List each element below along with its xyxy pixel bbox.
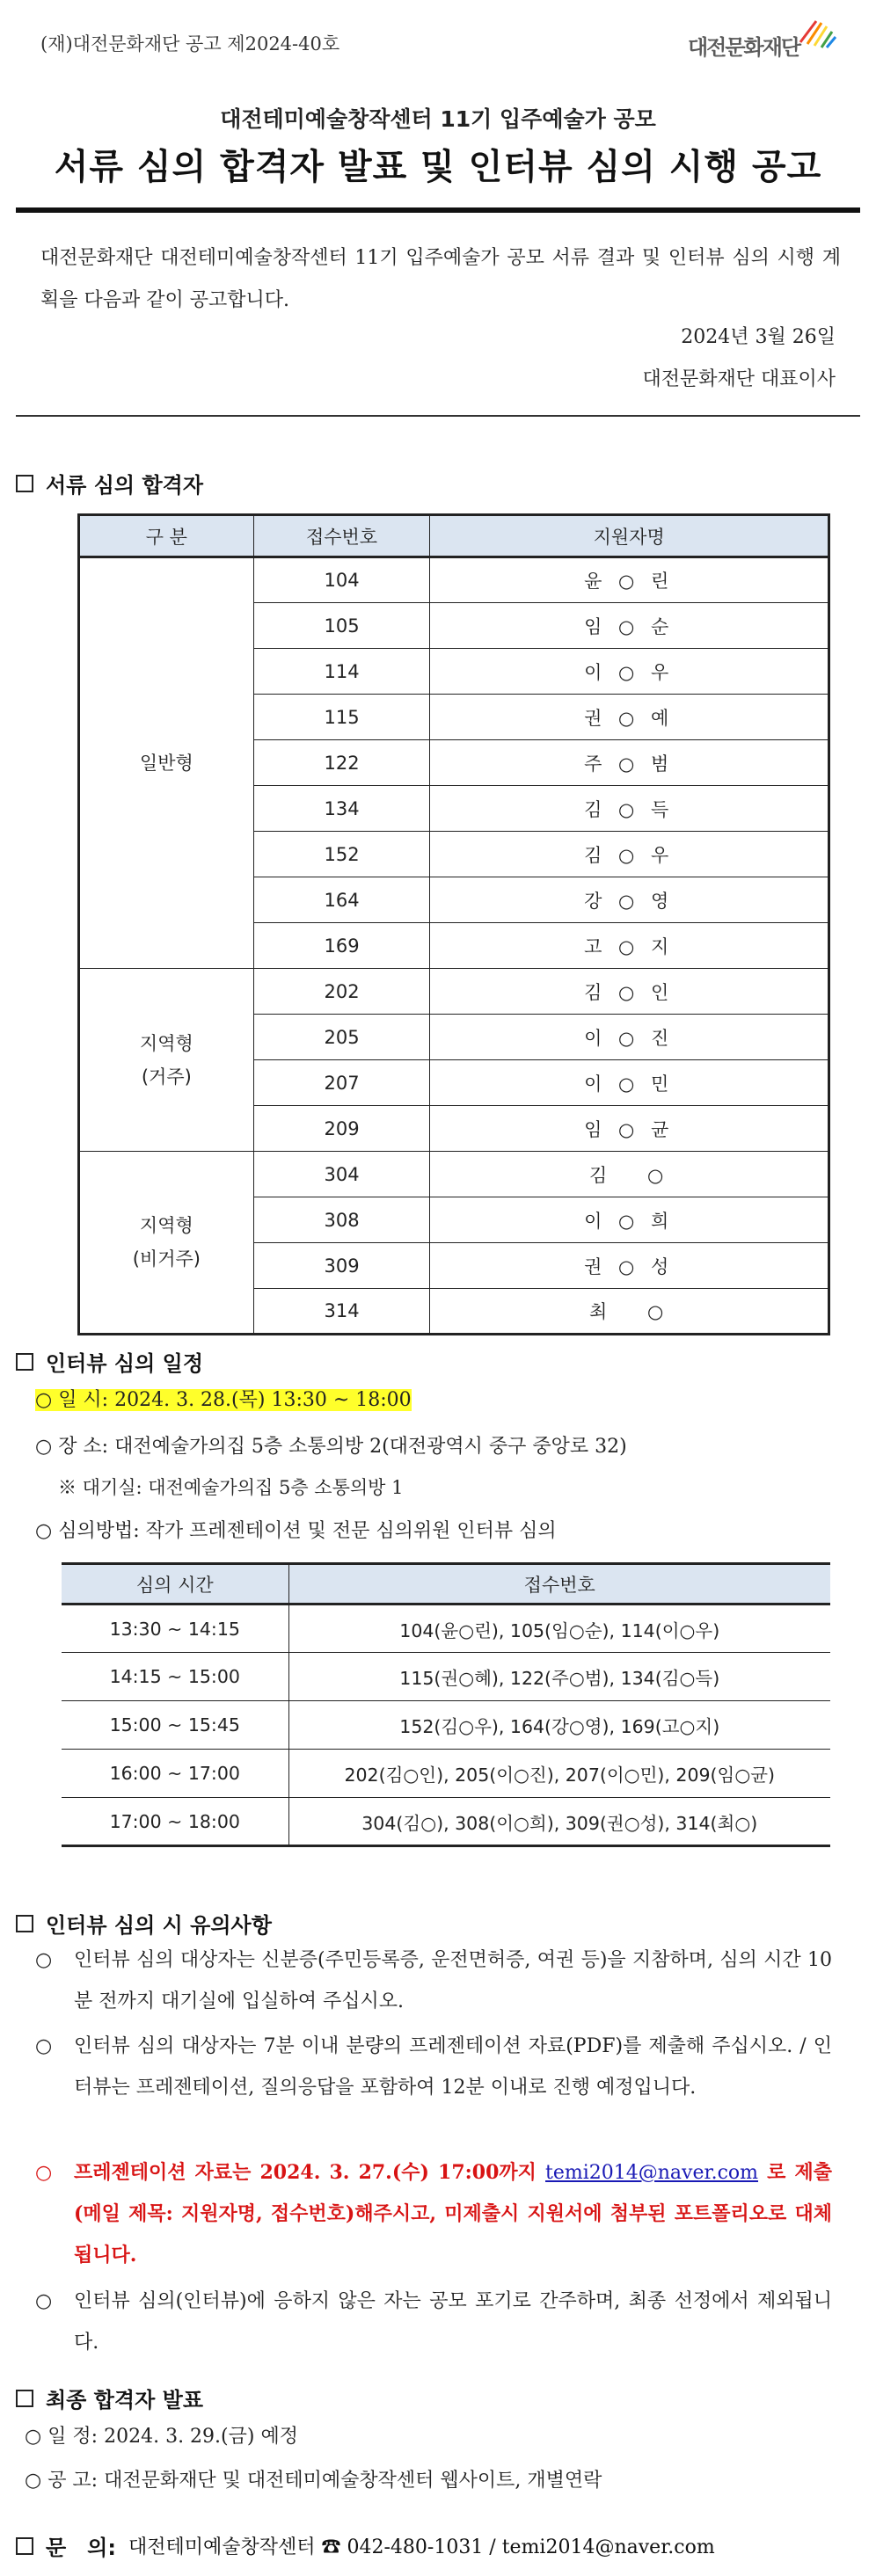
applicant-name: 이 ○ 희 [430,1197,829,1243]
table-row [79,1152,829,1197]
slot-applicants: 202(김○인), 205(이○진), 207(이○민), 209(임○균) [288,1750,830,1798]
contact-text: 대전테미예술창작센터 ☎ 042-480-1031 / temi2014@naver.com [128,2536,715,2558]
note-text: 인터뷰 심의 대상자는 신분증(주민등록증, 운전면허증, 여권 등)을 지참하며, 심의 시간 10분 전까지 대기실에 입실하여 주십시오. [74,1949,832,2012]
checkbox-square-icon [16,1353,33,1371]
note-presentation [35,2026,832,2108]
table-row [62,1701,830,1750]
receipt-no: 134 [253,786,430,832]
note-submission [35,2152,832,2276]
note-text: 인터뷰 심의(인터뷰)에 응하지 않은 자는 공모 포기로 간주하며, 최종 선정에서 제외됩니다. [74,2290,832,2354]
final-date-line: ○ 일 정: 2024. 3. 29.(금) 예정 [25,2426,298,2448]
place-line: ○ 장 소: 대전예술가의집 5층 소통의방 2(대전광역시 중구 중앙로 32) [35,1436,627,1458]
table-header-row [62,1564,830,1605]
col-applicant: 지원자명 [430,515,829,557]
slot-applicants: 304(김○), 308(이○희), 309(권○성), 314(최○) [288,1798,830,1846]
receipt-no: 205 [253,1015,430,1060]
receipt-no: 114 [253,649,430,695]
applicant-name: 이 ○ 민 [430,1060,829,1106]
intro-rule [16,415,860,417]
section-heading-interview-notes [16,1908,272,1939]
section-heading-document-review [16,468,203,498]
receipt-no: 169 [253,923,430,969]
receipt-no: 164 [253,877,430,923]
table-row [62,1605,830,1653]
bullet-circle-icon: ○ [35,1949,53,1971]
title-rule [16,207,860,213]
schedule-text: ○ 일 시: 2024. 3. 28.(목) 13:30 ~ 18:00 [35,1389,412,1411]
email-link[interactable]: temi2014@naver.com [545,2162,759,2184]
checkbox-square-icon [16,1915,33,1932]
applicant-name: 이 ○ 우 [430,649,829,695]
time-slot: 17:00 ~ 18:00 [62,1798,288,1846]
waiting-room-line: ※ 대기실: 대전예술가의집 5층 소통의방 1 [58,1477,404,1498]
schedule-line [35,1385,412,1412]
document-review-table [77,513,830,1335]
section-heading-final-announcement [16,2383,203,2413]
page-title: 서류 심의 합격자 발표 및 인터뷰 심의 시행 공고 [54,147,822,187]
time-slot: 13:30 ~ 14:15 [62,1605,288,1653]
checkbox-square-icon [16,2537,33,2555]
applicant-name: 김 ○ 우 [430,832,829,877]
table-row [79,969,829,1015]
group-regional-nonresident: 지역형 (비거주) [79,1152,254,1335]
applicant-name: 임 ○ 균 [430,1106,829,1152]
signer: 대전문화재단 대표이사 [642,368,836,390]
receipt-no: 152 [253,832,430,877]
applicant-name: 권 ○ 성 [430,1243,829,1289]
col-receipt-no: 접수번호 [253,515,430,557]
logo-text: 대전문화재단 [688,35,800,60]
table-row [79,557,829,603]
contact-heading: 문 의: [46,2536,116,2560]
checkbox-square-icon [16,2390,33,2407]
applicant-name: 윤 ○ 린 [430,557,829,603]
notice-number: (재)대전문화재단 공고 제2024-40호 [40,33,340,55]
applicant-name: 임 ○ 순 [430,603,829,649]
group-regional-resident: 지역형 (거주) [79,969,254,1152]
col-time: 심의 시간 [62,1564,288,1605]
table-header-row [79,515,829,557]
method-line: ○ 심의방법: 작가 프레젠테이션 및 전문 심의위원 인터뷰 심의 [35,1520,557,1542]
bullet-circle-icon: ○ [35,2035,53,2057]
time-slot: 14:15 ~ 15:00 [62,1653,288,1701]
receipt-no: 122 [253,740,430,786]
note-text: 프레젠테이션 자료는 2024. 3. 27.(수) 17:00까지 [74,2161,537,2184]
section-heading-text: 인터뷰 심의 시 유의사항 [46,1913,272,1938]
applicant-name: 이 ○ 진 [430,1015,829,1060]
table-row [62,1653,830,1701]
bullet-circle-icon: ○ [35,2290,53,2312]
checkbox-square-icon [16,475,33,492]
receipt-no: 314 [253,1289,430,1335]
intro-text: 대전문화재단 대전테미예술창작센터 11기 입주예술가 공모 서류 결과 및 인터뷰 심의 시행 계획을 다음과 같이 공고합니다. [40,247,841,311]
col-category: 구 분 [79,515,254,557]
receipt-no: 105 [253,603,430,649]
foundation-logo [688,16,837,60]
applicant-name: 김 ○ 인 [430,969,829,1015]
section-heading-interview-schedule [16,1346,203,1377]
time-slot: 16:00 ~ 17:00 [62,1750,288,1798]
note-absence [35,2281,832,2363]
receipt-no: 309 [253,1243,430,1289]
applicant-name: 고 ○ 지 [430,923,829,969]
receipt-no: 209 [253,1106,430,1152]
section-heading-text: 인터뷰 심의 일정 [46,1351,203,1376]
logo-mark-icon [795,16,837,51]
applicant-name: 주 ○ 범 [430,740,829,786]
receipt-no: 115 [253,695,430,740]
receipt-no: 308 [253,1197,430,1243]
bullet-circle-icon: ○ [35,2161,53,2184]
slot-applicants: 115(권○혜), 122(주○범), 134(김○득) [288,1653,830,1701]
applicant-name: 김 ○ [430,1152,829,1197]
group-general: 일반형 [79,557,254,969]
table-row [62,1798,830,1846]
time-slot: 15:00 ~ 15:45 [62,1701,288,1750]
note-id-card [35,1939,832,2022]
contact-line [16,2530,715,2561]
receipt-no: 104 [253,557,430,603]
col-receipt-no: 접수번호 [288,1564,830,1605]
slot-applicants: 104(윤○린), 105(임○순), 114(이○우) [288,1605,830,1653]
receipt-no: 207 [253,1060,430,1106]
table-row [62,1750,830,1798]
final-notice-line: ○ 공 고: 대전문화재단 및 대전테미예술창작센터 웹사이트, 개별연락 [25,2470,602,2492]
interview-schedule-table [62,1562,830,1847]
slot-applicants: 152(김○우), 164(강○영), 169(고○지) [288,1701,830,1750]
note-text: 로 제출(메일 제목: 지원자명, 접수번호)해주시고, 미제출시 지원서에 첨부된 포트폴리오로 대체됩니다. [74,2161,833,2267]
applicant-name: 강 ○ 영 [430,877,829,923]
receipt-no: 304 [253,1152,430,1197]
applicant-name: 권 ○ 예 [430,695,829,740]
receipt-no: 202 [253,969,430,1015]
applicant-name: 김 ○ 득 [430,786,829,832]
section-heading-text: 서류 심의 합격자 [46,473,203,498]
applicant-name: 최 ○ [430,1289,829,1335]
notice-date: 2024년 3월 26일 [681,326,836,348]
subtitle: 대전테미예술창작센터 11기 입주예술가 공모 [220,106,656,132]
note-text: 인터뷰 심의 대상자는 7분 이내 분량의 프레젠테이션 자료(PDF)를 제출해 주십시오. / 인터뷰는 프레젠테이션, 질의응답을 포함하여 12분 이내로 진행 예정입니다. [74,2035,833,2099]
section-heading-text: 최종 합격자 발표 [46,2388,203,2412]
